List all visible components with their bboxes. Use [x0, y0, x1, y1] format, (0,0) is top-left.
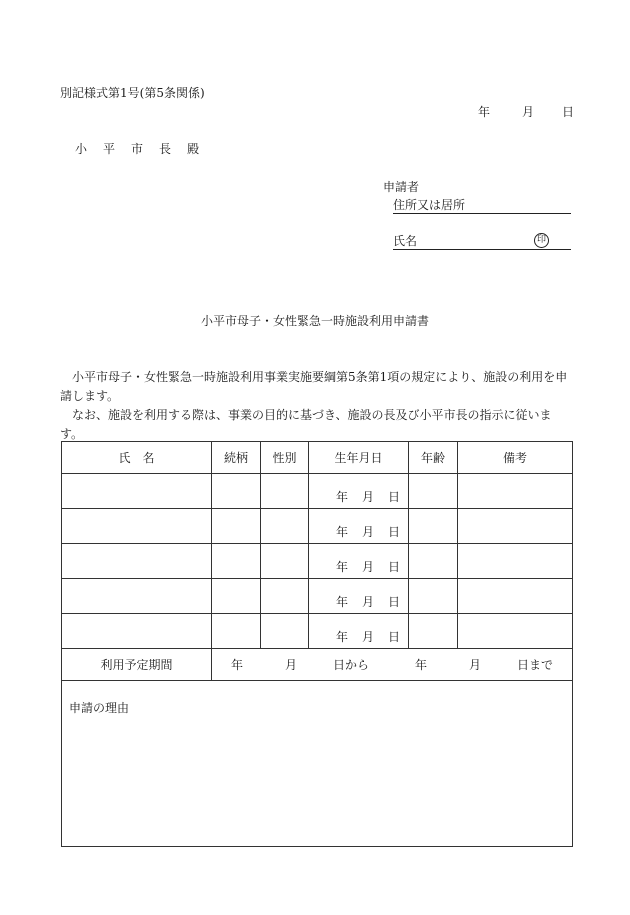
cell-age[interactable]: [409, 509, 458, 544]
cell-birthdate[interactable]: [309, 544, 409, 579]
addressee-char: 長: [159, 142, 173, 156]
addressee-char: 小: [75, 142, 89, 156]
cell-remarks[interactable]: [458, 614, 573, 649]
address-field[interactable]: [393, 199, 571, 214]
usage-period-row: [62, 649, 573, 681]
cell-remarks[interactable]: [458, 544, 573, 579]
table-row: [62, 544, 573, 579]
cell-birthdate[interactable]: [309, 579, 409, 614]
period-values[interactable]: [212, 649, 573, 681]
table-row: [62, 474, 573, 509]
birth-month-unit: 月: [361, 490, 374, 504]
form-number-label: 別記様式第1号(第5条関係): [60, 86, 205, 100]
addressee-char: 平: [103, 142, 117, 156]
cell-sex[interactable]: [261, 544, 309, 579]
application-date: [478, 106, 574, 118]
birth-month-unit: 月: [361, 595, 374, 609]
reason-row: [62, 681, 573, 847]
seal-icon: 印: [534, 233, 549, 248]
cell-name[interactable]: [62, 509, 212, 544]
header-relation: 続柄: [212, 442, 261, 474]
cell-relation[interactable]: [212, 614, 261, 649]
body-paragraph-2: なお、施設を利用する際は、事業の目的に基づき、施設の長及び小平市長の指示に従います。: [60, 408, 552, 441]
date-month: 月: [522, 105, 535, 119]
cell-name[interactable]: [62, 614, 212, 649]
birth-day-unit: 日: [387, 525, 400, 539]
applicant-title: 申請者: [383, 180, 420, 194]
birth-day-unit: 日: [387, 595, 400, 609]
header-birthdate: 生年月日: [309, 442, 409, 474]
cell-birthdate[interactable]: [309, 474, 409, 509]
cell-relation[interactable]: [212, 544, 261, 579]
birth-year-unit: 年: [335, 560, 348, 574]
birth-month-unit: 月: [361, 560, 374, 574]
reason-label: 申請の理由: [69, 701, 130, 715]
cell-age[interactable]: [409, 474, 458, 509]
birth-month-unit: 月: [361, 630, 374, 644]
birth-year-unit: 年: [335, 630, 348, 644]
body-paragraph-1: 小平市母子・女性緊急一時施設利用事業実施要綱第5条第1項の規定により、施設の利用を申請します。: [60, 370, 568, 403]
header-name: 氏 名: [62, 442, 212, 474]
table-row: [62, 509, 573, 544]
date-year: 年: [478, 105, 491, 119]
applicant-persons-table: [61, 441, 573, 847]
cell-remarks[interactable]: [458, 579, 573, 614]
cell-name[interactable]: [62, 579, 212, 614]
name-field[interactable]: [393, 235, 571, 250]
period-from-year: 年: [230, 658, 243, 672]
birth-year-unit: 年: [335, 490, 348, 504]
birth-year-unit: 年: [335, 595, 348, 609]
cell-relation[interactable]: [212, 474, 261, 509]
addressee: [75, 143, 215, 155]
header-remarks: 備考: [458, 442, 573, 474]
addressee-char: 殿: [187, 142, 201, 156]
period-from-month: 月: [284, 658, 297, 672]
cell-name[interactable]: [62, 544, 212, 579]
cell-sex[interactable]: [261, 614, 309, 649]
address-label: 住所又は居所: [393, 198, 466, 212]
cell-age[interactable]: [409, 614, 458, 649]
period-from-day: 日から: [332, 658, 369, 672]
period-label: 利用予定期間: [62, 649, 212, 681]
period-to-month: 月: [469, 658, 482, 672]
period-to-day: 日まで: [517, 658, 554, 672]
cell-age[interactable]: [409, 544, 458, 579]
header-age: 年齢: [409, 442, 458, 474]
birth-month-unit: 月: [361, 525, 374, 539]
cell-birthdate[interactable]: [309, 614, 409, 649]
birth-day-unit: 日: [387, 630, 400, 644]
cell-birthdate[interactable]: [309, 509, 409, 544]
date-day: 日: [562, 105, 575, 119]
cell-remarks[interactable]: [458, 474, 573, 509]
period-to-year: 年: [415, 658, 428, 672]
cell-sex[interactable]: [261, 474, 309, 509]
addressee-char: 市: [131, 142, 145, 156]
cell-age[interactable]: [409, 579, 458, 614]
reason-field[interactable]: [62, 681, 573, 847]
cell-sex[interactable]: [261, 509, 309, 544]
cell-name[interactable]: [62, 474, 212, 509]
birth-year-unit: 年: [335, 525, 348, 539]
header-sex: 性別: [261, 442, 309, 474]
birth-day-unit: 日: [387, 490, 400, 504]
document-title: 小平市母子・女性緊急一時施設利用申請書: [200, 314, 429, 328]
birth-day-unit: 日: [387, 560, 400, 574]
body-text: [60, 368, 572, 444]
cell-relation[interactable]: [212, 509, 261, 544]
name-label: 氏名: [393, 234, 418, 248]
cell-sex[interactable]: [261, 579, 309, 614]
table-row: [62, 614, 573, 649]
table-header-row: [62, 442, 573, 474]
cell-relation[interactable]: [212, 579, 261, 614]
cell-remarks[interactable]: [458, 509, 573, 544]
table-row: [62, 579, 573, 614]
